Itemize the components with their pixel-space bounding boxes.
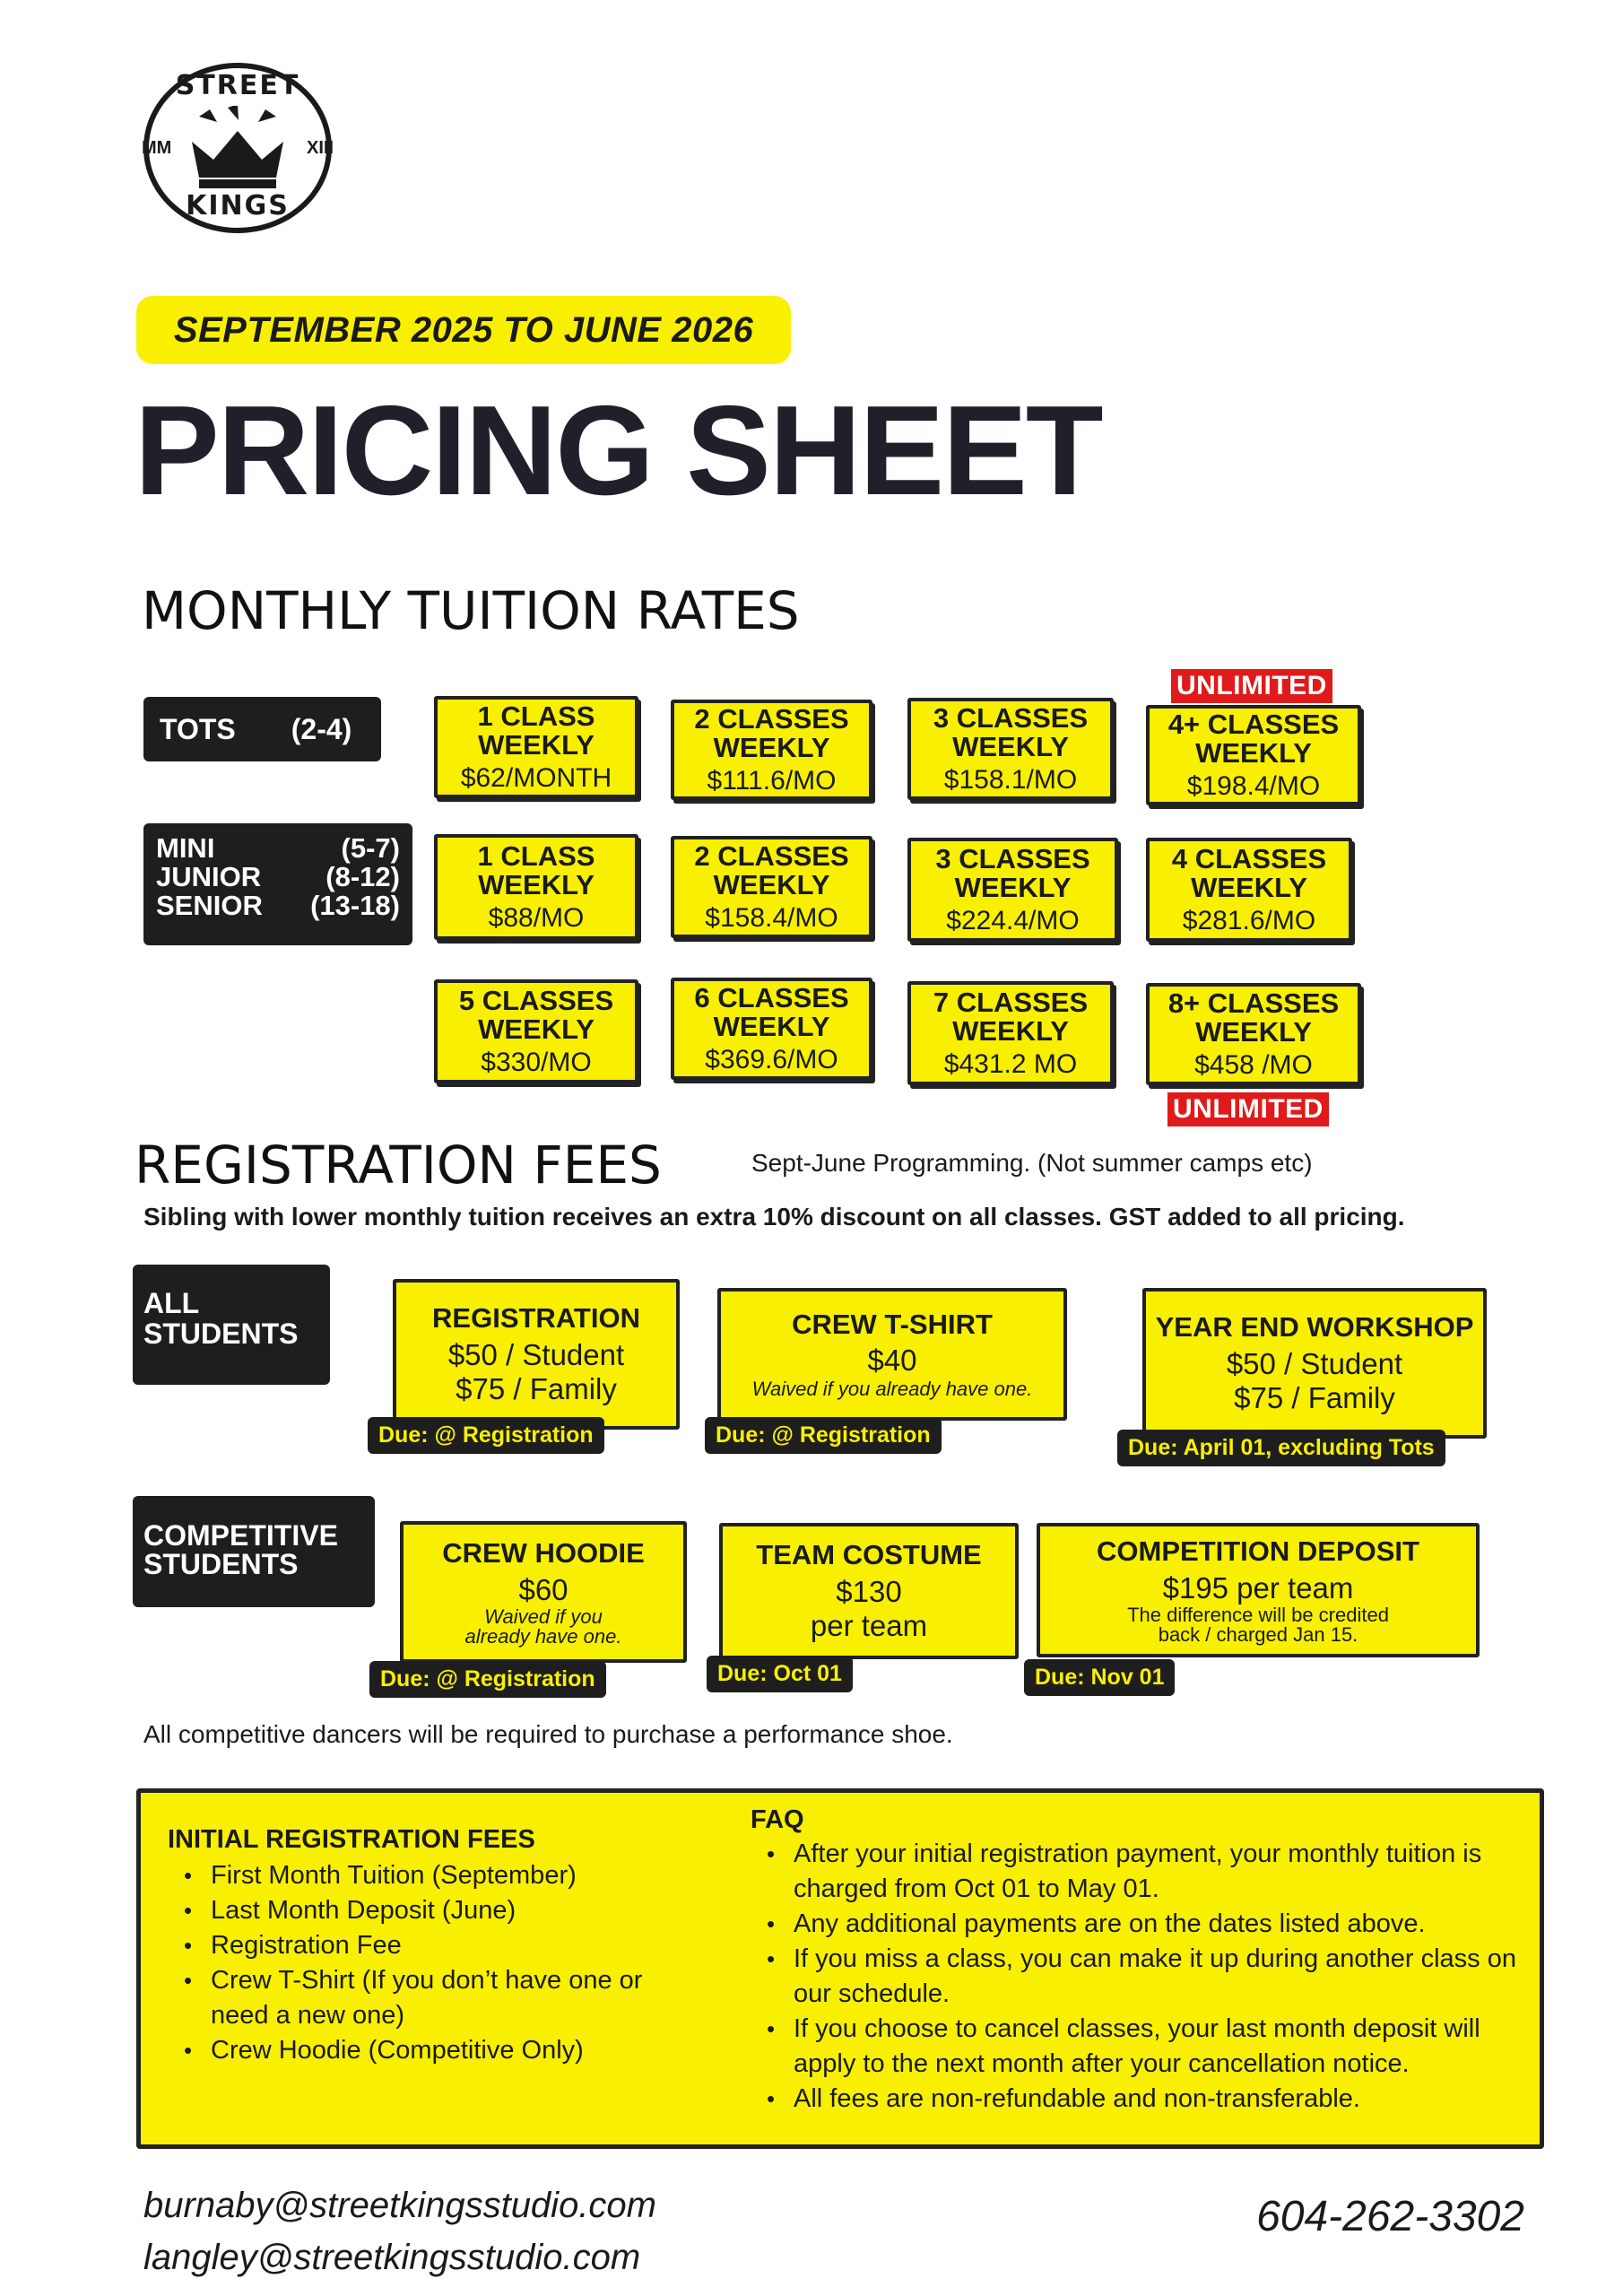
tuition-card — [671, 978, 872, 1080]
all-students-label — [133, 1265, 330, 1385]
card-price: $88/MO — [488, 902, 585, 933]
fee-line: $130 — [836, 1574, 902, 1608]
card-line1: 5 CLASSES — [458, 984, 614, 1016]
contact-emails — [143, 2179, 656, 2283]
street-kings-logo — [135, 63, 341, 233]
tuition-card — [1146, 838, 1352, 942]
fee-line: $50 / Student — [1226, 1346, 1403, 1380]
card-line1: 4+ CLASSES — [1167, 708, 1340, 740]
tots-name: TOTS — [160, 712, 236, 745]
senior-age: (13-18) — [310, 890, 400, 921]
card-line2: WEEKLY — [713, 1011, 830, 1043]
tots-label — [143, 697, 381, 761]
crew-tshirt-fee-card — [717, 1288, 1067, 1421]
junior-age: (8-12) — [325, 861, 400, 892]
fee-line: $40 — [867, 1344, 917, 1378]
tuition-card — [434, 979, 638, 1083]
initial-fees-title: INITIAL REGISTRATION FEES — [168, 1825, 535, 1854]
due-badge: Due: Oct 01 — [707, 1656, 853, 1692]
card-price: $62/MONTH — [460, 762, 612, 793]
due-badge: Due: April 01, excluding Tots — [1117, 1430, 1445, 1466]
tuition-card — [907, 698, 1114, 800]
list-item: • After your initial registration payment, your monthly tuition is charged from Oct 01 to May 01. — [751, 1837, 1522, 1907]
competitive-students-label — [133, 1496, 375, 1607]
fee-note: back / charged Jan 15. — [1158, 1622, 1358, 1646]
competition-deposit-fee-card — [1037, 1523, 1480, 1657]
crown-icon — [190, 106, 285, 188]
card-price: $369.6/MO — [705, 1044, 838, 1074]
all-label-line2: STUDENTS — [143, 1318, 299, 1350]
tuition-card — [671, 836, 872, 938]
list-item: • Crew Hoodie (Competitive Only) — [168, 2033, 697, 2068]
card-line1: 4 CLASSES — [1171, 842, 1327, 874]
logo-bottom-text: KINGS — [186, 190, 290, 222]
initial-fees-column — [168, 1825, 706, 2068]
fee-title: REGISTRATION — [432, 1302, 640, 1335]
senior-row — [156, 891, 400, 920]
fee-title: YEAR END WORKSHOP — [1155, 1311, 1474, 1344]
registration-note: Sept-June Programming. (Not summer camps etc) — [751, 1149, 1313, 1177]
fee-line: $75 / Family — [1234, 1380, 1395, 1414]
unlimited-badge-bottom: UNLIMITED — [1167, 1092, 1329, 1126]
tuition-section-title: MONTHLY TUITION RATES — [142, 580, 800, 641]
fee-title: CREW T-SHIRT — [792, 1308, 993, 1340]
tuition-card — [1146, 983, 1361, 1085]
card-price: $224.4/MO — [946, 905, 1080, 935]
senior-name: SENIOR — [156, 890, 263, 921]
list-item: • If you miss a class, you can make it up during another class on our schedule. — [751, 1942, 1522, 2012]
tuition-card — [671, 700, 872, 800]
card-line1: 2 CLASSES — [694, 702, 849, 735]
tuition-card — [907, 838, 1118, 942]
fee-note: The difference will be credited — [1127, 1603, 1389, 1626]
card-price: $111.6/MO — [707, 765, 837, 796]
fee-note: Waived if you already have one. — [751, 1378, 1033, 1401]
card-line2: WEEKLY — [1195, 737, 1312, 770]
sibling-discount-note: Sibling with lower monthly tuition receives an extra 10% discount on all classes. GST added to all pricing. — [143, 1203, 1405, 1231]
registration-section-title: REGISTRATION FEES — [135, 1135, 662, 1196]
date-range-badge: SEPTEMBER 2025 TO JUNE 2026 — [136, 296, 791, 364]
mini-row — [156, 834, 400, 863]
mini-junior-senior-label — [143, 823, 412, 945]
card-line1: 1 CLASS — [477, 700, 595, 732]
list-item: • Last Month Deposit (June) — [168, 1893, 697, 1928]
card-line2: WEEKLY — [478, 1013, 595, 1046]
card-price: $330/MO — [481, 1047, 592, 1077]
card-price: $458 /MO — [1194, 1049, 1313, 1080]
fee-title: CREW HOODIE — [442, 1537, 645, 1570]
logo-right-text: XIII — [306, 138, 334, 158]
faq-title: FAQ — [751, 1805, 804, 1834]
fee-title: COMPETITION DEPOSIT — [1097, 1535, 1419, 1568]
year-end-workshop-fee-card — [1142, 1288, 1487, 1439]
mini-age: (5-7) — [341, 832, 400, 864]
card-line1: 6 CLASSES — [694, 981, 849, 1013]
list-item: • If you choose to cancel classes, your last month deposit will apply to the next month after your cancellation notice. — [751, 2012, 1522, 2082]
list-item: • Crew T-Shirt (If you don’t have one or need a new one) — [168, 1963, 697, 2033]
card-line2: WEEKLY — [954, 872, 1072, 904]
fee-title: TEAM COSTUME — [756, 1539, 982, 1571]
due-badge: Due: Nov 01 — [1024, 1659, 1175, 1696]
logo-top-text: STREET — [175, 70, 300, 101]
card-line2: WEEKLY — [478, 729, 595, 761]
card-line2: WEEKLY — [952, 1015, 1069, 1048]
junior-name: JUNIOR — [156, 861, 262, 892]
card-line1: 2 CLASSES — [694, 839, 849, 872]
card-price: $158.4/MO — [705, 902, 838, 933]
card-line2: WEEKLY — [478, 869, 595, 901]
card-line1: 8+ CLASSES — [1167, 987, 1340, 1019]
card-line2: WEEKLY — [713, 732, 830, 764]
page-title: PRICING SHEET — [135, 379, 1102, 522]
tuition-card — [1146, 705, 1361, 805]
initial-fees-list — [168, 1858, 697, 2068]
list-item: • First Month Tuition (September) — [168, 1858, 697, 1893]
card-line2: WEEKLY — [952, 731, 1069, 763]
card-price: $158.1/MO — [943, 764, 1078, 795]
junior-row — [156, 863, 400, 891]
list-item: • All fees are non-refundable and non-transferable. — [751, 2082, 1522, 2117]
card-line1: 3 CLASSES — [935, 842, 1090, 874]
comp-label-line1: COMPETITIVE — [143, 1519, 338, 1552]
registration-fee-card — [393, 1279, 680, 1430]
fee-line: $60 — [518, 1572, 568, 1606]
fee-line: $50 / Student — [447, 1337, 625, 1371]
faq-list — [751, 1837, 1522, 2117]
faq-column — [751, 1805, 1522, 2117]
tots-age: (2-4) — [291, 712, 352, 745]
card-price: $281.6/MO — [1182, 905, 1316, 935]
due-badge: Due: @ Registration — [368, 1417, 604, 1454]
card-line1: 7 CLASSES — [933, 986, 1089, 1018]
fee-line: $75 / Family — [456, 1371, 617, 1405]
card-line1: 1 CLASS — [477, 839, 595, 872]
phone-number[interactable]: 604-262-3302 — [1256, 2193, 1524, 2240]
logo-left-text: MM — [142, 138, 172, 158]
card-line2: WEEKLY — [1195, 1016, 1312, 1048]
card-price: $198.4/MO — [1186, 770, 1321, 801]
card-line2: WEEKLY — [1191, 872, 1307, 904]
burnaby-email-link[interactable]: burnaby@streetkingsstudio.com — [143, 2186, 656, 2225]
unlimited-badge-top: UNLIMITED — [1171, 669, 1332, 703]
card-price: $431.2 MO — [943, 1048, 1078, 1079]
all-label-line1: ALL — [143, 1287, 200, 1319]
due-badge: Due: @ Registration — [369, 1661, 606, 1698]
tuition-card — [434, 696, 638, 798]
info-faq-box — [136, 1788, 1544, 2149]
list-item: • Any additional payments are on the dates listed above. — [751, 1907, 1522, 1942]
crew-hoodie-fee-card — [400, 1521, 687, 1663]
mini-name: MINI — [156, 832, 215, 864]
langley-email-link[interactable]: langley@streetkingsstudio.com — [143, 2238, 641, 2277]
due-badge: Due: @ Registration — [705, 1417, 942, 1454]
fee-note: already have one. — [464, 1624, 622, 1648]
fee-note: Waived if you — [484, 1605, 603, 1628]
tuition-card — [434, 834, 638, 940]
team-costume-fee-card — [719, 1523, 1019, 1659]
fee-line: $195 per team — [1162, 1570, 1354, 1605]
comp-label-line2: STUDENTS — [143, 1548, 299, 1580]
performance-shoe-note: All competitive dancers will be required to purchase a performance shoe. — [143, 1720, 953, 1748]
fee-line: per team — [810, 1608, 928, 1642]
card-line1: 3 CLASSES — [933, 701, 1089, 734]
list-item: • Registration Fee — [168, 1928, 697, 1963]
tuition-card — [907, 981, 1114, 1085]
card-line2: WEEKLY — [713, 869, 830, 901]
